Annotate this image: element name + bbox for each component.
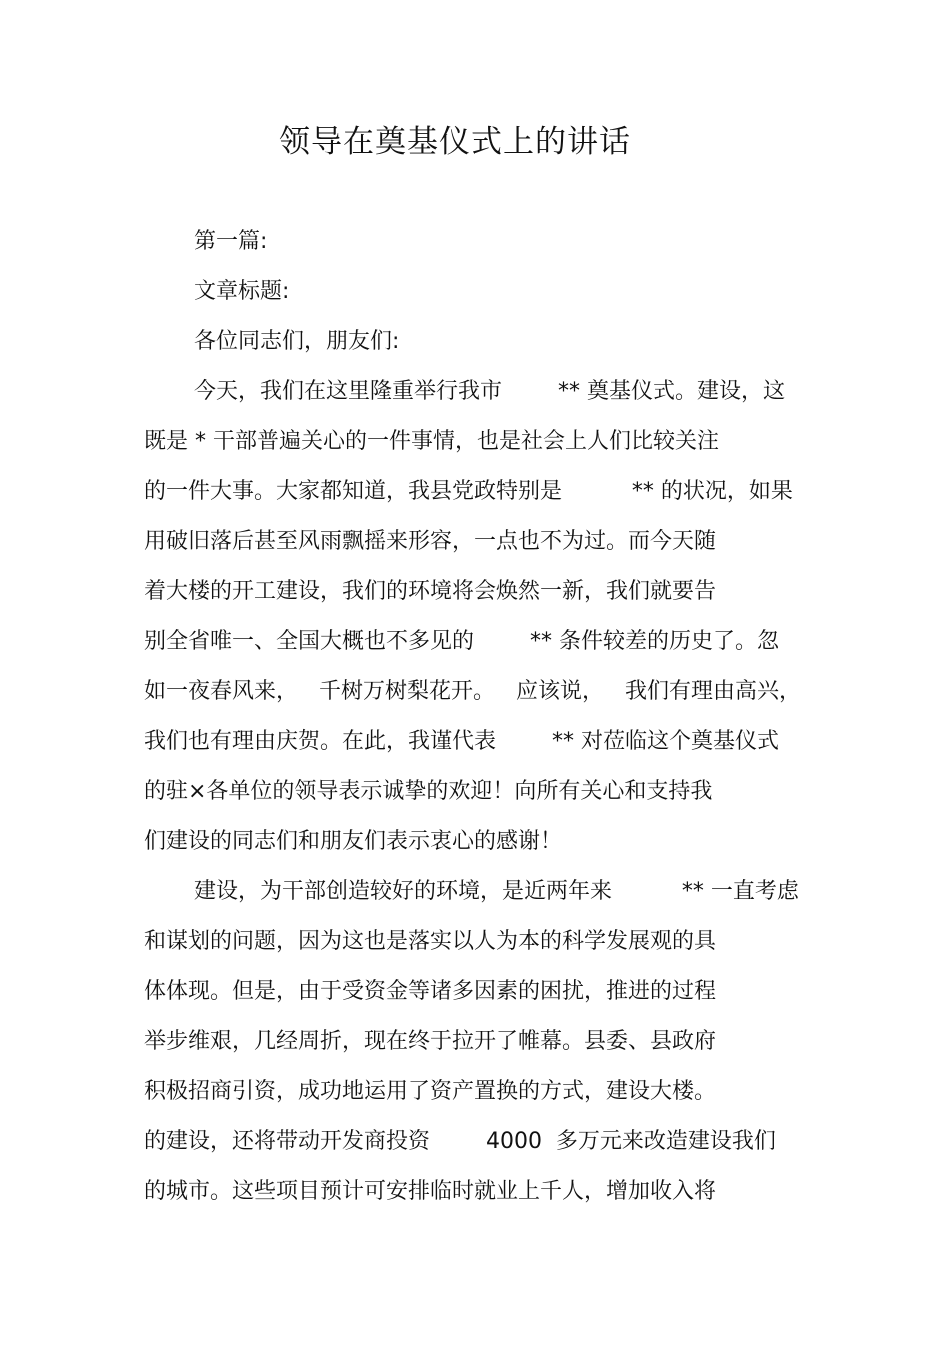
text-line: 别全省唯一、全国大概也不多见的 ** 条件较差的历史了。忽 [144,629,779,654]
text-line: 的驻×各单位的领导表示诚挚的欢迎！向所有关心和支持我 [144,779,713,804]
text-line: 各位同志们，朋友们: [194,329,400,354]
text-line: 的一件大事。大家都知道，我县党政特别是 ** 的状况，如果 [144,479,793,504]
text-line: 我们也有理由庆贺。在此，我谨代表 ** 对莅临这个奠基仪式 [144,729,779,754]
text-line: 如一夜春风来， 千树万树梨花开。 应该说， 我们有理由高兴， [144,679,801,704]
text-line: 文章标题: [194,279,290,304]
text-line: 着大楼的开工建设，我们的环境将会焕然一新，我们就要告 [144,579,717,604]
text-line: 的城市。这些项目预计可安排临时就业上千人，增加收入将 [144,1179,717,1204]
text-line: 的建设，还将带动开发商投资 4000 多万元来改造建设我们 [144,1129,776,1154]
document-title: 领导在奠基仪式上的讲话 [279,124,631,160]
text-line: 建设，为干部创造较好的环境，是近两年来 ** 一直考虑 [194,879,799,904]
text-line: 既是 * 干部普遍关心的一件事情，也是社会上人们比较关注 [144,429,719,454]
text-line: 今天，我们在这里隆重举行我市 ** 奠基仪式。建设，这 [194,379,785,404]
text-line: 和谋划的问题，因为这也是落实以人为本的科学发展观的具 [144,929,717,954]
text-line: 体体现。但是，由于受资金等诸多因素的困扰，推进的过程 [144,979,717,1004]
text-line: 们建设的同志们和朋友们表示衷心的感谢！ [144,829,563,854]
text-line: 积极招商引资，成功地运用了资产置换的方式，建设大楼。 [144,1079,717,1104]
text-line: 举步维艰，几经周折，现在终于拉开了帷幕。县委、县政府 [144,1029,717,1054]
text-line: 第一篇: [194,229,268,254]
text-line: 用破旧落后甚至风雨飘摇来形容，一点也不为过。而今天随 [144,529,717,554]
